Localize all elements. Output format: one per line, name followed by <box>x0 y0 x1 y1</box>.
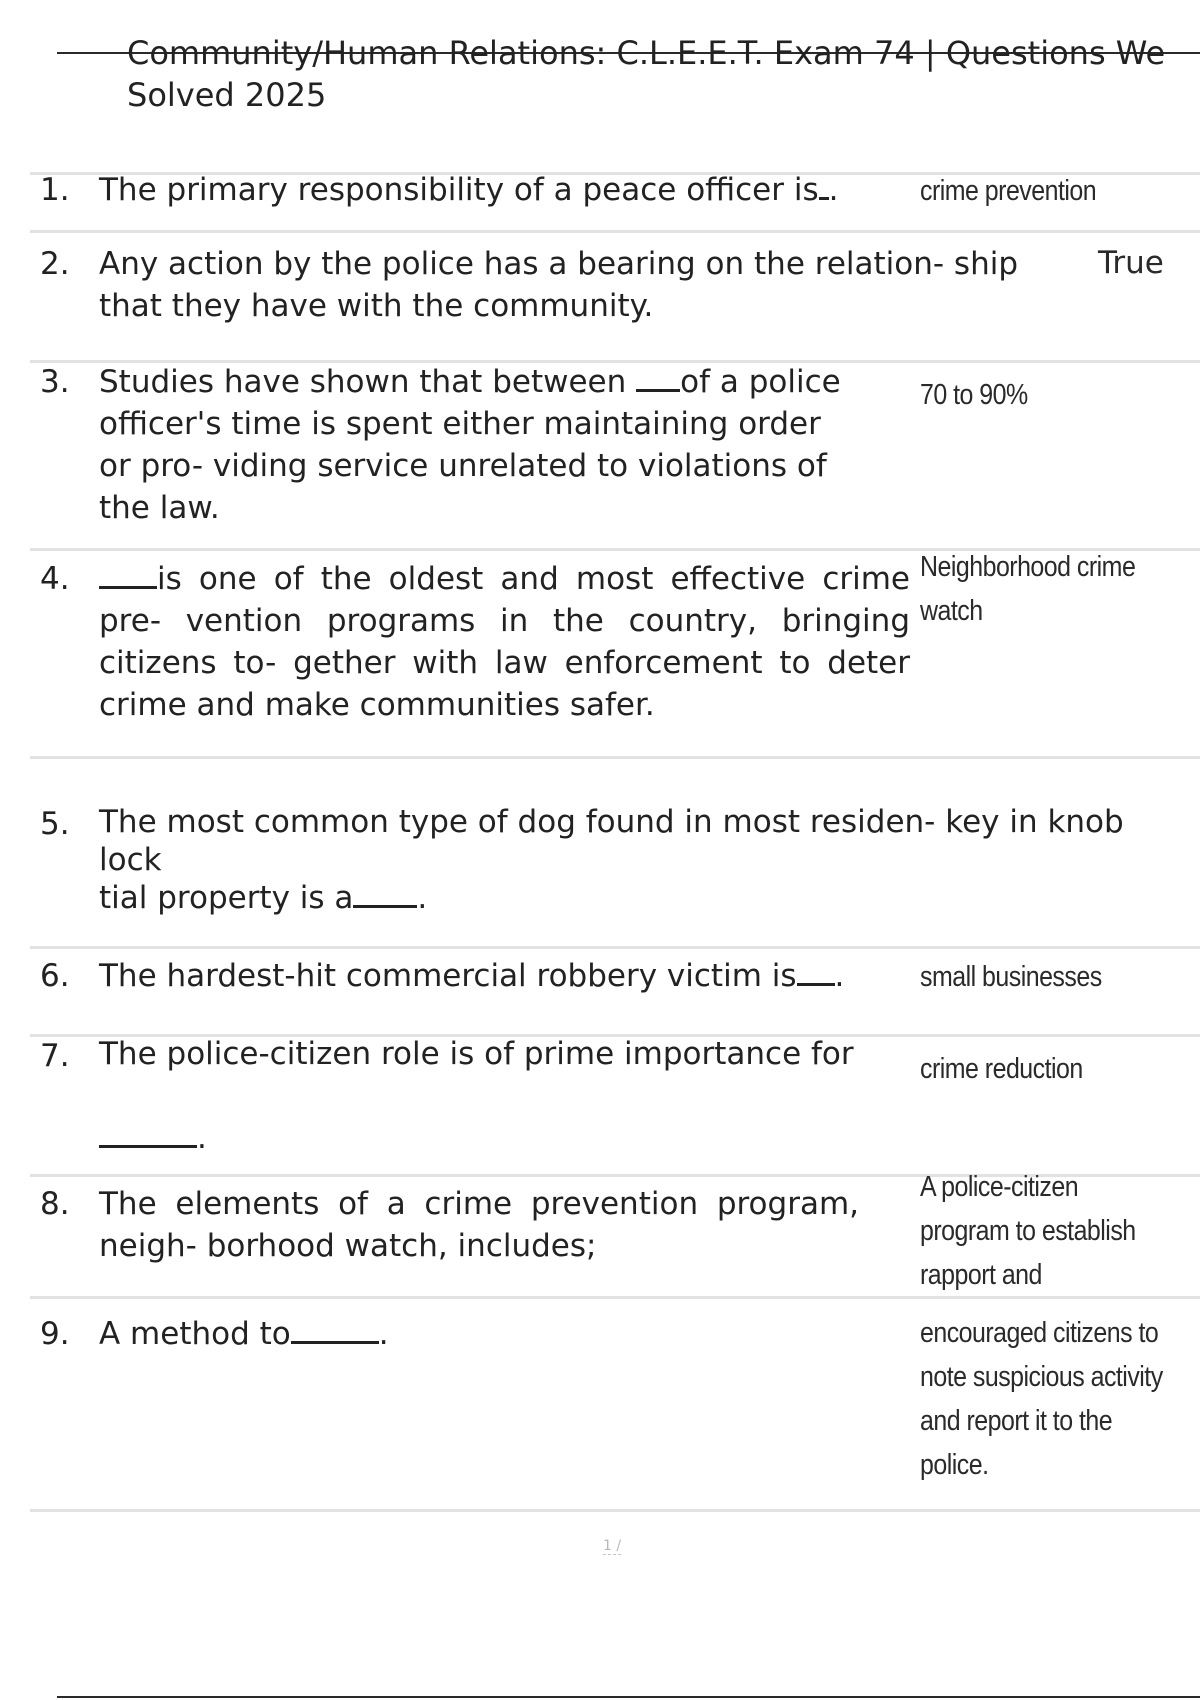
answer-blank <box>291 1315 379 1344</box>
question-text <box>99 169 929 211</box>
document-title-line-2: Solved 2025 <box>127 76 327 114</box>
answer-blank <box>636 363 680 392</box>
question-number: 8. <box>40 1186 70 1222</box>
answer-text: crime reduction <box>920 1053 1083 1085</box>
qa-row-4 <box>30 548 1200 756</box>
answer-text: encouraged citizens to note suspicious activity and report it to the police. <box>920 1317 1163 1481</box>
question-text <box>99 1035 859 1073</box>
question-text <box>99 955 929 997</box>
question-text-body: Any action by the police has a bearing on the relation- ship that they have with the community. <box>99 246 1019 324</box>
question-text-after: is one of the oldest and most effective crime pre- vention programs in the country, bringing citizens to- gether with law enforcement to deter crime and make communities safer. <box>99 561 910 723</box>
answer-blank <box>353 879 417 908</box>
document-title <box>127 32 1200 116</box>
question-text <box>99 361 859 529</box>
question-text-before: The primary responsibility of a peace officer is <box>99 172 819 208</box>
question-text-after: . <box>834 958 845 994</box>
question-text <box>99 558 910 754</box>
question-text <box>99 243 1089 327</box>
qa-row-7 <box>30 1034 1200 1174</box>
qa-row-6 <box>30 946 1200 1034</box>
qa-row-5 <box>30 756 1200 946</box>
question-blank-line <box>99 1117 299 1159</box>
answer-blank <box>797 957 835 986</box>
qa-row-3 <box>30 360 1200 548</box>
question-text-before: The hardest-hit commercial robbery victim is <box>99 958 797 994</box>
question-text-body: The elements of a crime prevention program, neigh- borhood watch, includes; <box>99 1186 859 1264</box>
answer-text-wrap: lock <box>99 842 162 878</box>
answer-blank <box>819 171 829 200</box>
qa-row-8 <box>30 1171 1200 1296</box>
question-text-after: . <box>378 1316 389 1352</box>
question-text-after: . <box>828 172 839 208</box>
qa-row-9 <box>30 1296 1200 1512</box>
answer-text: True <box>1098 245 1164 281</box>
question-text-before: Studies have shown that between <box>99 364 627 400</box>
document-title-line-1: Community/Human Relations: C.L.E.E.T. Exam 74 | Questions We <box>127 34 1166 72</box>
question-number: 6. <box>40 958 70 994</box>
question-text-body: The police-citizen role is of prime importance for <box>99 1036 854 1072</box>
question-text-line-1: The most common type of dog found in most residen- <box>99 804 936 840</box>
answer-blank <box>99 1119 197 1148</box>
answer-text: A police-citizen program to establish rapport and <box>920 1171 1136 1291</box>
answer-text: Neighborhood crime watch <box>920 551 1136 627</box>
question-text-before: A method to <box>99 1316 291 1352</box>
question-text-after: . <box>197 1120 207 1156</box>
answer-text: key in knob <box>945 804 1124 840</box>
footer-rule <box>57 1696 1200 1698</box>
question-text-after: . <box>417 880 428 916</box>
answer-text: crime prevention <box>920 175 1097 207</box>
question-number: 4. <box>40 561 70 597</box>
question-number: 7. <box>40 1038 70 1074</box>
answer-blank <box>99 560 157 589</box>
page-number: 1 / <box>603 1538 622 1554</box>
question-number: 1. <box>40 172 70 208</box>
question-number: 3. <box>40 364 70 400</box>
question-text-after: of a police officer's time is spent either maintaining order or pro- viding service unrelated to violations of the law. <box>99 364 841 526</box>
question-text <box>99 1183 859 1267</box>
answer-text: 70 to 90% <box>920 379 1028 411</box>
question-number: 9. <box>40 1316 70 1352</box>
question-number: 5. <box>40 806 70 842</box>
question-text <box>99 1313 859 1355</box>
qa-row-2 <box>30 230 1200 360</box>
answer-text: small businesses <box>920 961 1102 993</box>
question-text-before: tial property is a <box>99 880 354 916</box>
question-text <box>99 803 1199 917</box>
qa-row-1 <box>30 172 1200 230</box>
question-number: 2. <box>40 246 70 282</box>
